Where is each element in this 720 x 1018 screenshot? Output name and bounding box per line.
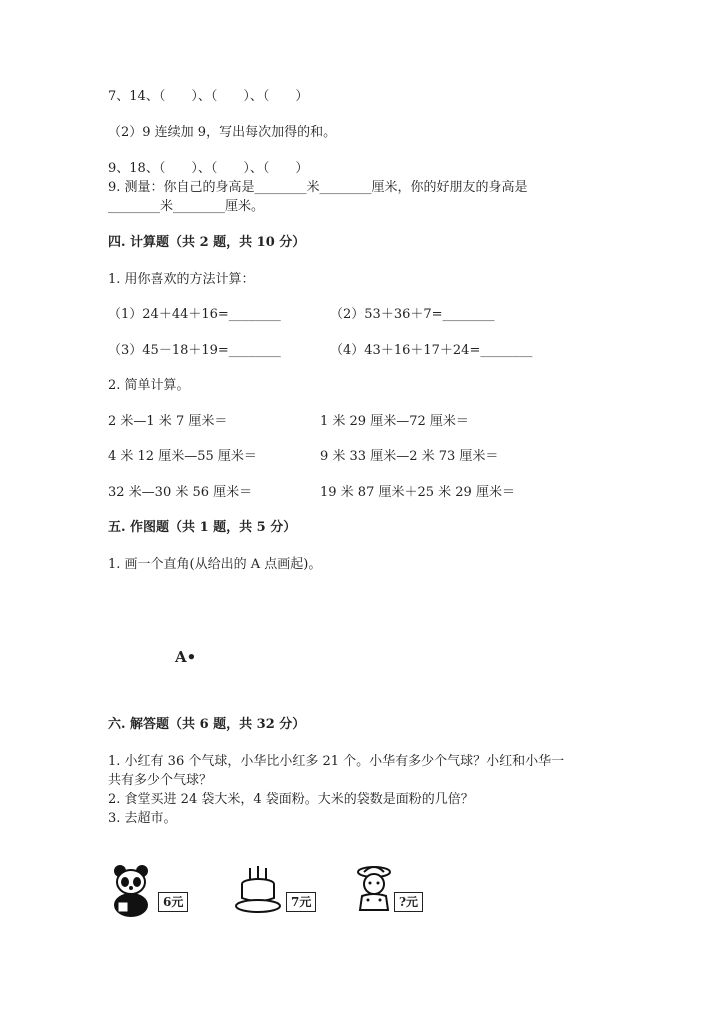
price-tag: ?元 [394,892,423,912]
shop-item-doll [356,862,446,918]
section-4-heading: 四. 计算题（共 2 题，共 10 分） [108,235,306,250]
section-4-q1: 1. 用你喜欢的方法计算： [108,272,255,287]
sequence-line-2: 9、18、（ ）、（ ）、（ ） [108,161,309,176]
cake-icon [234,862,284,918]
panda-icon [112,862,154,918]
section-6-q3: 3. 去超市。 [108,811,177,826]
doll-icon [356,862,396,918]
sequence-line-1: 7、14、（ ）、（ ）、（ ） [108,89,309,104]
unit-calc-5: 32 米—30 米 56 厘米＝ [108,485,253,500]
unit-calc-3: 4 米 12 厘米—55 厘米＝ [108,449,257,464]
calc-item-1: （1）24＋44＋16=________ [108,307,281,322]
section-6-q1-line1: 1. 小红有 36 个气球，小华比小红多 21 个。小华有多少个气球？小红和小华一 [108,754,565,769]
unit-calc-1: 2 米—1 米 7 厘米＝ [108,414,228,429]
question-9-line2: ________米________厘米。 [108,199,265,214]
unit-calc-6: 19 米 87 厘米＋25 米 29 厘米＝ [320,485,515,500]
section-5-heading: 五. 作图题（共 1 题，共 5 分） [108,520,297,535]
shop-items [112,862,442,918]
section-6-q2: 2. 食堂买进 24 袋大米，4 袋面粉。大米的袋数是面粉的几倍？ [108,792,474,807]
unit-calc-4: 9 米 33 厘米—2 米 73 厘米＝ [320,449,499,464]
question-2-text: （2）9 连续加 9，写出每次加得的和。 [108,125,337,140]
calc-item-3: （3）45－18＋19=________ [108,343,281,358]
price-tag: 6元 [158,892,188,912]
calc-item-4: （4）43＋16＋17＋24=________ [330,343,533,358]
calc-item-2: （2）53＋36＋7=________ [330,307,495,322]
question-9-line1: 9. 测量：你自己的身高是________米________厘米，你的好朋友的身高是 [108,180,528,195]
price-tag: 7元 [286,892,316,912]
section-5-q1: 1. 画一个直角(从给出的 A 点画起)。 [108,557,322,572]
point-a: A• [175,648,197,666]
section-4-q2: 2. 简单计算。 [108,378,190,393]
section-6-heading: 六. 解答题（共 6 题，共 32 分） [108,717,306,732]
shop-item-cake [234,862,334,918]
unit-calc-2: 1 米 29 厘米—72 厘米＝ [320,414,469,429]
shop-item-panda [112,862,202,918]
section-6-q1-line2: 共有多少个气球？ [108,773,213,788]
